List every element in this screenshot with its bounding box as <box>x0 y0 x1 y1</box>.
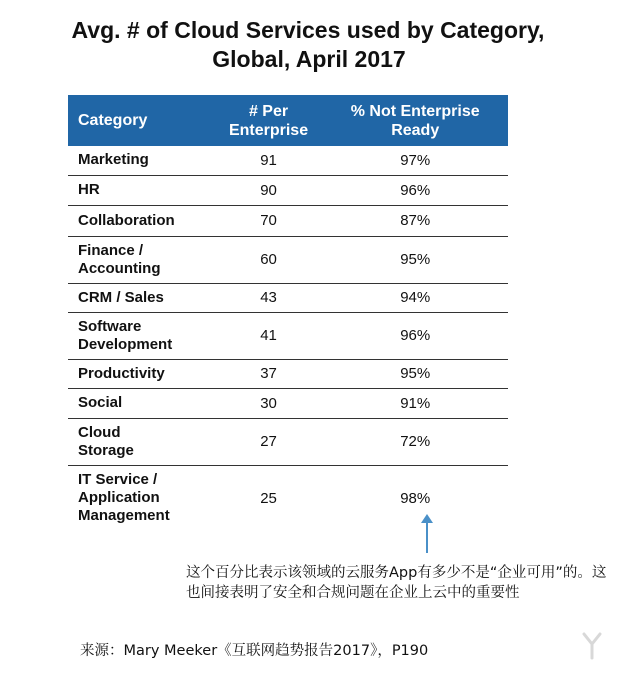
cell-not-ready: 98% <box>400 489 431 507</box>
header-row <box>68 95 508 146</box>
cell-per-enterprise: 30 <box>215 388 323 418</box>
cell-category <box>68 465 215 531</box>
cell-per-enterprise: 70 <box>215 205 323 236</box>
source-citation: 来源：Mary Meeker《互联网趋势报告2017》，P190 <box>80 643 429 659</box>
header-not-ready-text: % Not Enterprise Ready <box>350 102 480 139</box>
cell-not-ready: 94% <box>322 283 508 312</box>
header-category: Category <box>68 95 215 146</box>
cell-not-ready: 96% <box>322 312 508 359</box>
table-row <box>68 205 508 236</box>
cell-not-ready: 96% <box>322 175 508 205</box>
cell-not-ready: 95% <box>322 359 508 388</box>
cell-category-text: Finance / Accounting <box>78 241 161 277</box>
header-not-ready <box>322 95 508 146</box>
table-row <box>68 236 508 283</box>
cell-per-enterprise: 60 <box>215 236 323 283</box>
cell-category-text: Software Development <box>78 317 173 353</box>
cell-per-enterprise: 91 <box>215 146 323 175</box>
chart-title <box>0 16 640 74</box>
table-row <box>68 312 508 359</box>
cell-category: CRM / Sales <box>68 283 215 312</box>
table-row <box>68 465 508 531</box>
table-row <box>68 388 508 418</box>
cell-category: Productivity <box>68 359 215 388</box>
cell-not-ready: 95% <box>322 236 508 283</box>
table-row <box>68 359 508 388</box>
header-per-enterprise-text: # Per Enterprise <box>228 102 309 139</box>
cell-per-enterprise: 41 <box>215 312 323 359</box>
cell-per-enterprise: 27 <box>215 418 323 465</box>
annotation-arrow-line <box>426 519 428 553</box>
cell-per-enterprise: 37 <box>215 359 323 388</box>
table-row <box>68 418 508 465</box>
cell-category: HR <box>68 175 215 205</box>
title-line-1: Avg. # of Cloud Services used by Category, <box>71 17 545 43</box>
category-table <box>68 95 508 531</box>
annotation-note: 这个百分比表示该领域的云服务App有多少不是“企业可用”的。这也间接表明了安全和合规问题在企业上云中的重要性 <box>186 565 607 601</box>
cell-category-text: Cloud Storage <box>78 423 134 459</box>
cell-category <box>68 312 215 359</box>
cell-not-ready: 72% <box>322 418 508 465</box>
cell-category <box>68 418 215 465</box>
cell-category: Social <box>68 388 215 418</box>
cell-not-ready: 87% <box>322 205 508 236</box>
cell-category-text: IT Service / Application Management <box>78 471 170 525</box>
table-row <box>68 283 508 312</box>
cell-per-enterprise: 43 <box>215 283 323 312</box>
yiou-logo-icon <box>570 628 620 668</box>
cell-per-enterprise: 25 <box>260 489 277 507</box>
cell-per-enterprise: 90 <box>215 175 323 205</box>
header-per-enterprise <box>215 95 323 146</box>
table-row <box>68 146 508 175</box>
title-line-2: Global, April 2017 <box>212 46 406 72</box>
cell-category <box>68 236 215 283</box>
cell-not-ready: 97% <box>322 146 508 175</box>
cell-category: Marketing <box>68 146 215 175</box>
cell-category: Collaboration <box>68 205 215 236</box>
table-row <box>68 175 508 205</box>
cell-not-ready: 91% <box>322 388 508 418</box>
